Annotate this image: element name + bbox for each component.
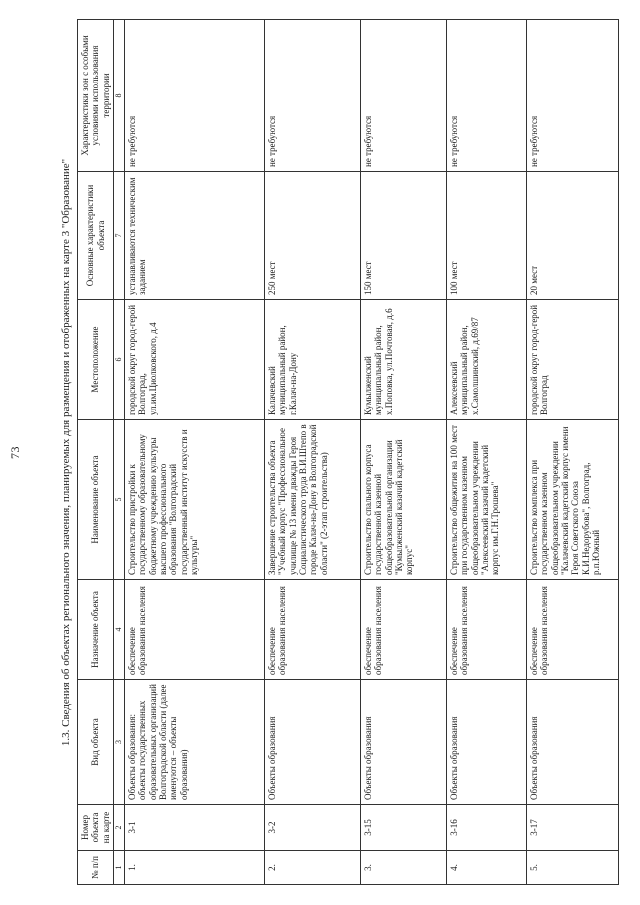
column-number: 4: [114, 580, 125, 680]
cell-object-name: Завершение строительства объекта "Учебный корпус "Профессиональное училище № 13 имени дважды Героя Социалистического труда В.И.Штепо в городе Калач-на-Дону в Волгоградской области" (2-этап строительства): [265, 420, 361, 580]
cell-object-name: Строительство спального корпуса государственной казенной общеобразовательной организации "Кумылженский казачий кадетский корпус": [361, 420, 447, 580]
section-title: 1.3. Сведения об объектах регионального значения, планируемых для размещения и отображенных на карте 3 "Образование": [60, 158, 72, 747]
header-cell: Назначение объекта: [78, 580, 114, 680]
cell-num: 1.: [125, 851, 265, 885]
cell-characteristics: устанавливаются техническим заданием: [125, 172, 265, 300]
header-cell: Номер объекта на карте: [78, 805, 114, 851]
cell-zones: не требуются: [361, 20, 447, 172]
cell-object-type: Объекты образования: [361, 680, 447, 805]
cell-characteristics: 250 мест: [265, 172, 361, 300]
cell-object-name: Строительство общежития на 100 мест при государственном казенном общеобразовательном учреждении "Алексеевский казачий кадетский корпус им.Г.Н.Трошева": [447, 420, 527, 580]
column-number: 7: [114, 172, 125, 300]
cell-num: 2.: [265, 851, 361, 885]
table-row: [447, 20, 527, 885]
header-cell: Вид объекта: [78, 680, 114, 805]
cell-map-code: 3-1: [125, 805, 265, 851]
cell-num: 4.: [447, 851, 527, 885]
table-row: [527, 20, 619, 885]
column-number: 1: [114, 851, 125, 885]
cell-zones: не требуются: [265, 20, 361, 172]
cell-purpose: обеспечение образования населения: [265, 580, 361, 680]
cell-location: Кумылженский муниципальный район, х.Поповка, ул.Почтовая, д.6: [361, 300, 447, 420]
cell-purpose: обеспечение образования населения: [361, 580, 447, 680]
cell-object-type: Объекты образования: [527, 680, 619, 805]
cell-num: 3.: [361, 851, 447, 885]
cell-map-code: 3-2: [265, 805, 361, 851]
column-number-row: [114, 20, 125, 885]
cell-zones: не требуются: [125, 20, 265, 172]
header-cell: № п/п: [78, 851, 114, 885]
table-row: [361, 20, 447, 885]
cell-map-code: 3-16: [447, 805, 527, 851]
cell-object-type: Объекты образования: [447, 680, 527, 805]
cell-characteristics: 20 мест: [527, 172, 619, 300]
cell-object-name: Строительство комплекса при государственном казенном общеобразовательном учреждении "Калачевский кадетский корпус имени Героя Советского Союза К.И.Недорубова", Волгоград, р.п.Южный: [527, 420, 619, 580]
header-cell: Наименование объекта: [78, 420, 114, 580]
cell-location: Калачевский муниципальный район, г.Калач-на-Дону: [265, 300, 361, 420]
table-header-row: [78, 20, 114, 885]
cell-object-type: Объекты образования: [265, 680, 361, 805]
header-cell: Характеристики зон с особыми условиями использования территории: [78, 20, 114, 172]
cell-object-type: Объекты образования: объекты государственных образовательных организаций Волгоградской области (далее именуются – объекты образования): [125, 680, 265, 805]
table-row: [125, 20, 265, 885]
cell-characteristics: 150 мест: [361, 172, 447, 300]
objects-table: [77, 19, 619, 885]
page-number: 73: [8, 446, 22, 459]
column-number: 3: [114, 680, 125, 805]
table-row: [265, 20, 361, 885]
cell-purpose: обеспечение образования населения: [125, 580, 265, 680]
column-number: 5: [114, 420, 125, 580]
cell-map-code: 3-15: [361, 805, 447, 851]
cell-zones: не требуются: [447, 20, 527, 172]
cell-characteristics: 100 мест: [447, 172, 527, 300]
cell-object-name: Строительство пристройки к государственному образовательному бюджетному учреждению культуры высшего профессионального образования "Волгоградский государственный институт искусств и культуры": [125, 420, 265, 580]
cell-location: городской округ город-герой Волгоград: [527, 300, 619, 420]
column-number: 8: [114, 20, 125, 172]
cell-num: 5.: [527, 851, 619, 885]
cell-zones: не требуются: [527, 20, 619, 172]
cell-purpose: обеспечение образования населения: [527, 580, 619, 680]
cell-map-code: 3-17: [527, 805, 619, 851]
cell-location: городской округ город-герой Волгоград, ул.им.Циолковского, д.4: [125, 300, 265, 420]
header-cell: Основные характеристики объекта: [78, 172, 114, 300]
column-number: 2: [114, 805, 125, 851]
cell-location: Алексеевский муниципальный район, х.Самолшинский, д.69/87: [447, 300, 527, 420]
header-cell: Местоположение: [78, 300, 114, 420]
column-number: 6: [114, 300, 125, 420]
cell-purpose: обеспечение образования населения: [447, 580, 527, 680]
document-sheet: [0, 20, 640, 885]
